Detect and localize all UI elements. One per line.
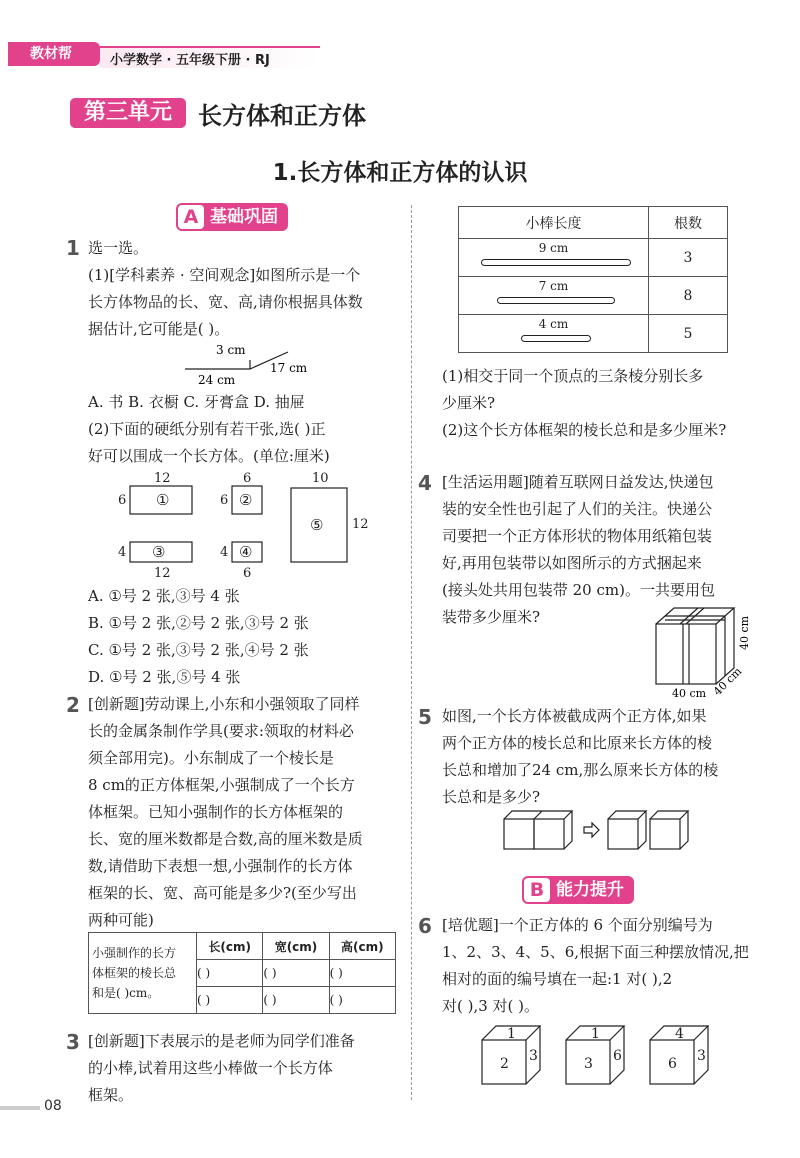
card-4-w: 6 — [243, 566, 252, 580]
part-a-badge — [176, 203, 288, 231]
q1-option: B. ①号 2 张,②号 2 张,③号 2 张 — [88, 614, 309, 632]
q4-line: 装的安全性也引起了人们的关注。快递公 — [442, 500, 713, 518]
stick-row-7 — [459, 277, 649, 315]
column-divider — [411, 205, 412, 1100]
die3-top: 4 — [675, 1026, 684, 1042]
card-1-w: 12 — [154, 471, 171, 486]
q1-options-1: A. 书 B. 衣橱 C. 牙膏盒 D. 抽屉 — [88, 393, 305, 411]
q4-line: [生活运用题]随着互联网日益发达,快递包 — [442, 473, 714, 491]
card-3-label: ③ — [152, 543, 166, 561]
q6-line: 相对的面的编号填在一起:1 对( ),2 — [442, 970, 673, 988]
q3-line: [创新题]下表展示的是老师为同学们准备 — [88, 1032, 355, 1050]
q2-line: 须全部用完)。小东制成了一个棱长是 — [88, 749, 334, 767]
die3-front: 6 — [668, 1056, 677, 1072]
q1-p2-line: (2)下面的硬纸分别有若干张,选( )正 — [88, 420, 326, 438]
q3-sub-line: (2)这个长方体框架的棱长总和是多少厘米? — [442, 421, 727, 439]
fig-dim-a: 3 cm — [216, 343, 246, 357]
package-figure — [650, 600, 760, 700]
q2-blank[interactable]: ( ) — [329, 960, 395, 987]
q4-line: 司要把一个正方体形状的物体用纸箱包装 — [442, 527, 713, 545]
q6-line: [培优题]一个正方体的 6 个面分别编号为 — [442, 916, 713, 934]
q3-sub-line: (1)相交于同一个顶点的三条棱分别长多 — [442, 367, 704, 385]
card-2-h: 6 — [220, 493, 229, 508]
card-4-h: 4 — [220, 545, 229, 560]
section-title: 1.长方体和正方体的认识 — [272, 160, 528, 186]
card-2-w: 6 — [243, 471, 252, 486]
card-1-h: 6 — [118, 493, 127, 508]
unit-badge: 第三单元 — [70, 98, 186, 128]
unit-title: 长方体和正方体 — [198, 102, 366, 130]
die1-front: 2 — [500, 1056, 509, 1072]
part-a-label: 基础巩固 — [210, 207, 278, 227]
q4-line: 装带多少厘米? — [442, 608, 541, 626]
part-b-label: 能力提升 — [556, 880, 624, 900]
die2-side: 6 — [613, 1048, 622, 1064]
card-3-h: 4 — [118, 545, 127, 560]
q6-line: 1、2、3、4、5、6,根据下面三种摆放情况,把 — [442, 943, 749, 961]
stick-count: 8 — [649, 277, 728, 315]
q2-line: 框架的长、宽、高可能是多少?(至少写出 — [88, 884, 357, 902]
part-b-letter: B — [524, 878, 550, 902]
die2-front: 3 — [584, 1056, 593, 1072]
package-dim-c: 40 cm — [710, 664, 745, 699]
q2-blank[interactable]: ( ) — [263, 987, 329, 1014]
q5-line: 长总和增加了24 cm,那么原来长方体的棱 — [442, 761, 719, 779]
q1-option: A. ①号 2 张,③号 4 张 — [88, 587, 240, 605]
q2-line: 长的金属条制作学具(要求:领取的材料必 — [88, 722, 354, 740]
q1-option: C. ①号 2 张,③号 2 张,④号 2 张 — [88, 641, 309, 659]
q2-table — [88, 932, 396, 1014]
q5-number: 5 — [418, 705, 432, 729]
q3-line: 的小棒,试着用这些小棒做一个长方体 — [88, 1059, 333, 1077]
q3-line: 框架。 — [88, 1086, 134, 1104]
q2-number: 2 — [66, 693, 80, 717]
q2-col-height: 高(cm) — [329, 933, 395, 960]
q2-blank[interactable]: ( ) — [197, 987, 263, 1014]
sticks-head-length: 小棒长度 — [459, 207, 649, 239]
q5-line: 两个正方体的棱长总和比原来长方体的棱 — [442, 734, 713, 752]
q2-blank[interactable]: ( ) — [329, 987, 395, 1014]
fig-dim-c: 24 cm — [198, 373, 236, 387]
stick-len-label: 7 cm — [538, 279, 569, 293]
cards-figure — [110, 468, 370, 580]
q4-line: (接头处共用包装带 20 cm)。一共要用包 — [442, 581, 715, 599]
page-bar — [0, 1106, 40, 1110]
card-1-label: ① — [156, 491, 170, 509]
q6-number: 6 — [418, 914, 432, 938]
q1-p1-line: 据估计,它可能是( )。 — [88, 320, 230, 338]
dimension-figure — [180, 342, 320, 387]
q5-line: 如图,一个长方体被截成两个正方体,如果 — [442, 707, 707, 725]
q2-line: 两种可能) — [88, 911, 154, 929]
q1-option: D. ①号 2 张,⑤号 4 张 — [88, 668, 241, 686]
package-dim-a: 40 cm — [672, 687, 707, 700]
die3-side: 3 — [697, 1048, 706, 1064]
dice-figure — [478, 1020, 728, 1090]
q6-line: 对( ),3 对( )。 — [442, 997, 540, 1015]
q3-number: 3 — [66, 1030, 80, 1054]
q4-line: 好,再用包装带以如图所示的方式捆起来 — [442, 554, 702, 572]
q1-number: 1 — [66, 236, 80, 260]
q3-sub-line: 少厘米? — [442, 394, 496, 412]
q2-line: [创新题]劳动课上,小东和小强领取了同样 — [88, 695, 360, 713]
q4-number: 4 — [418, 471, 432, 495]
part-b-badge — [522, 876, 634, 904]
subject-label: 小学数学 · 五年级下册 · RJ — [110, 53, 270, 68]
q2-col-length: 长(cm) — [197, 933, 263, 960]
q2-blank[interactable]: ( ) — [197, 960, 263, 987]
die2-top: 1 — [591, 1026, 600, 1042]
stick-row-9 — [459, 239, 649, 277]
q1-title: 选一选。 — [88, 239, 149, 257]
q2-row-header: 小强制作的长方 体框架的棱长总 和是( )cm。 — [89, 933, 197, 1014]
q2-col-width: 宽(cm) — [263, 933, 329, 960]
stick-bar — [481, 259, 631, 266]
q2-line: 数,请借助下表想一想,小强制作的长方体 — [88, 857, 353, 875]
stick-count: 3 — [649, 239, 728, 277]
stick-count: 5 — [649, 315, 728, 353]
stick-bar — [497, 297, 615, 304]
cut-cuboid-figure — [500, 805, 700, 855]
die1-side: 3 — [529, 1048, 538, 1064]
q2-line: 8 cm的正方体框架,小强制成了一个长方 — [88, 776, 355, 794]
q1-p2-line: 好可以围成一个长方体。(单位:厘米) — [88, 447, 330, 465]
die1-top: 1 — [507, 1026, 516, 1042]
q1-p1-line: (1)[学科素养 · 空间观念]如图所示是一个 — [88, 266, 361, 284]
q2-blank[interactable]: ( ) — [263, 960, 329, 987]
fig-dim-b: 17 cm — [270, 361, 308, 375]
package-dim-b: 40 cm — [738, 615, 751, 650]
stick-len-label: 4 cm — [538, 317, 569, 331]
q2-line: 体框架。已知小强制作的长方体框架的 — [88, 803, 344, 821]
card-5-h: 12 — [352, 517, 369, 532]
sticks-table — [458, 206, 728, 353]
page-number: 08 — [44, 1098, 62, 1114]
q2-line: 长、宽的厘米数都是合数,高的厘米数是质 — [88, 830, 363, 848]
stick-bar — [521, 335, 591, 342]
card-5-label: ⑤ — [310, 516, 324, 534]
card-4-label: ④ — [239, 543, 253, 561]
brand-tag: 教材帮 — [8, 42, 100, 66]
q1-p1-line: 长方体物品的长、宽、高,请你根据具体数 — [88, 293, 363, 311]
card-2-label: ② — [239, 491, 253, 509]
card-3-w: 12 — [154, 566, 171, 580]
part-a-letter: A — [178, 205, 204, 229]
card-5-w: 10 — [312, 471, 329, 486]
subject-strip — [100, 46, 320, 68]
sticks-head-count: 根数 — [649, 207, 728, 239]
q5-line: 长总和是多少? — [442, 788, 541, 806]
stick-len-label: 9 cm — [538, 241, 569, 255]
stick-row-4 — [459, 315, 649, 353]
